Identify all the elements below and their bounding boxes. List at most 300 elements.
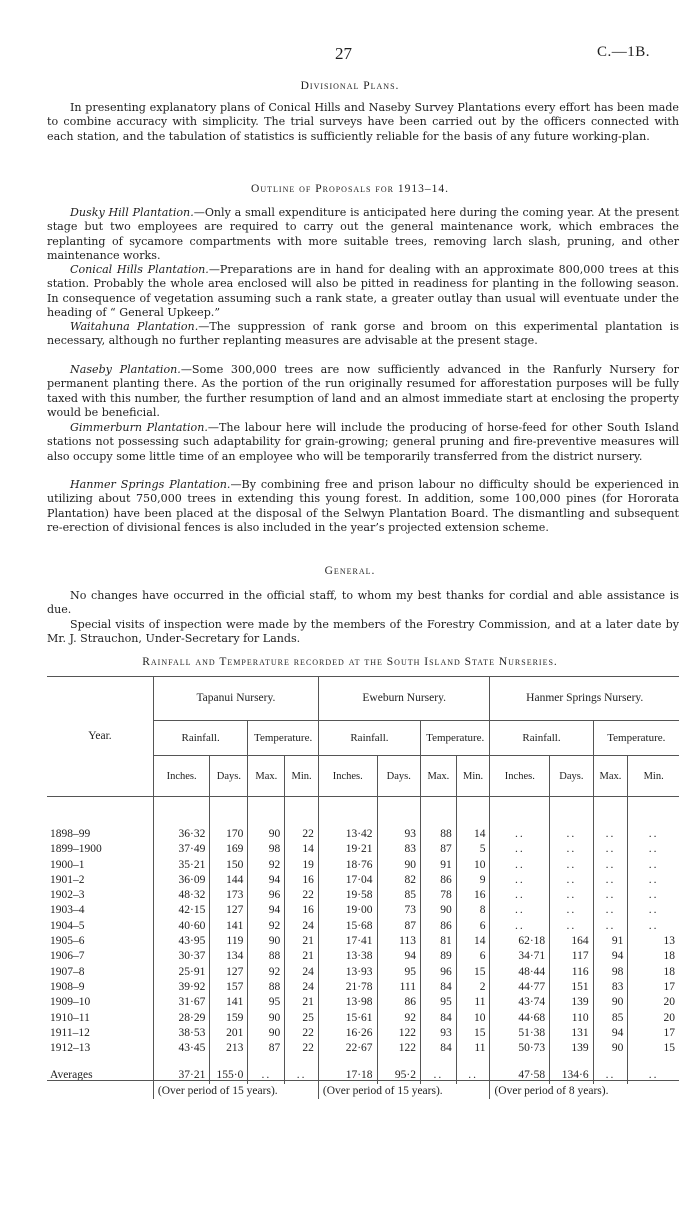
- value-cell: 86: [420, 873, 456, 888]
- value-cell: 94: [377, 949, 420, 964]
- spacer-cell: [153, 1056, 209, 1068]
- value-cell: 51·38: [490, 1026, 550, 1041]
- value-cell: ..: [628, 827, 679, 842]
- value-cell: 15·61: [318, 1011, 377, 1026]
- value-cell: 201: [210, 1026, 248, 1041]
- table-row: [47, 949, 679, 964]
- table-row: [47, 842, 679, 857]
- table-row: [47, 1011, 679, 1026]
- value-cell: 20: [628, 995, 679, 1010]
- value-cell: 144: [210, 873, 248, 888]
- value-cell: 18·76: [318, 858, 377, 873]
- value-cell: 85: [593, 1011, 628, 1026]
- value-cell: 90: [593, 995, 628, 1010]
- spacer-cell: [628, 797, 679, 828]
- value-cell: 81: [420, 934, 456, 949]
- value-cell: ..: [628, 858, 679, 873]
- value-cell: 94: [248, 903, 285, 918]
- spacer-row: [47, 797, 679, 828]
- value-cell: 117: [550, 949, 593, 964]
- value-cell: 134: [210, 949, 248, 964]
- value-cell: 15: [628, 1041, 679, 1056]
- document-reference: C.—1B.: [597, 44, 651, 60]
- value-cell: 25: [285, 1011, 319, 1026]
- spacer-cell: [628, 1056, 679, 1068]
- spacer-cell: [593, 1056, 628, 1068]
- average-period-note: (Over period of 8 years).: [490, 1084, 679, 1099]
- value-cell: 95: [377, 965, 420, 980]
- page-number: 27: [335, 44, 352, 63]
- spacer-cell: [210, 797, 248, 828]
- value-cell: 83: [593, 980, 628, 995]
- outline-heading: Outline of Proposals for 1913–14.: [251, 183, 449, 195]
- year-cell: 1905–6: [50, 935, 85, 948]
- value-cell: 141: [210, 919, 248, 934]
- table-row: [47, 980, 679, 995]
- value-cell: 16: [456, 888, 490, 903]
- item-text: —The labour here will include the producing of horse-feed for other South Island stations not possessing such adaptability for grain-growing; general pruning and fire-preventive measures will also occupy some little time of an employee who will be temporarily transferred from the district nursery.: [47, 421, 679, 463]
- average-cell: ..: [456, 1068, 490, 1083]
- value-cell: 94: [593, 1026, 628, 1041]
- value-cell: 22: [285, 888, 319, 903]
- value-cell: 73: [377, 903, 420, 918]
- value-cell: 92: [248, 919, 285, 934]
- table-row: [47, 919, 679, 934]
- rainfall-header: Rainfall.: [318, 721, 420, 756]
- value-cell: 22: [285, 827, 319, 842]
- average-cell: ..: [248, 1068, 285, 1083]
- value-cell: 169: [210, 842, 248, 857]
- value-cell: ..: [593, 903, 628, 918]
- nursery-header-eweburn: Eweburn Nursery.: [318, 676, 490, 721]
- year-cell: 1903–4: [50, 904, 85, 917]
- days-header: Days.: [210, 756, 248, 797]
- value-cell: 17: [628, 1026, 679, 1041]
- value-cell: 34·71: [490, 949, 550, 964]
- days-header: Days.: [377, 756, 420, 797]
- value-cell: 48·44: [490, 965, 550, 980]
- value-cell: 10: [456, 1011, 490, 1026]
- value-cell: 22: [285, 1026, 319, 1041]
- value-cell: 28·29: [153, 1011, 209, 1026]
- spacer-cell: [47, 1084, 153, 1099]
- value-cell: 21: [285, 949, 319, 964]
- inches-header: Inches.: [153, 756, 209, 797]
- year-cell: 1906–7: [50, 950, 85, 963]
- value-cell: ..: [550, 858, 593, 873]
- value-cell: ..: [628, 873, 679, 888]
- year-cell: 1898–99: [50, 828, 91, 840]
- value-cell: 14: [456, 827, 490, 842]
- spacer-cell: [318, 1056, 377, 1068]
- average-cell: ..: [593, 1068, 628, 1083]
- divisional-plans-paragraph: In presenting explanatory plans of Conical Hills and Naseby Survey Plantations every effort has been made to combine accuracy with simplicity. The trial surveys have been carried out by the officers connected with each station, and the tabulation of statistics is sufficiently reliable for the basis of any future working-plan.: [47, 101, 679, 143]
- value-cell: ..: [550, 827, 593, 842]
- value-cell: 24: [285, 980, 319, 995]
- value-cell: 18: [628, 965, 679, 980]
- value-cell: 38·53: [153, 1026, 209, 1041]
- value-cell: 86: [420, 919, 456, 934]
- item-text: —Only a small expenditure is anticipated here during the coming year. At the present stage but two employees are required to carry out the general maintenance work, which embraces the replanting of sycamore compartments with more suitable trees, removing larch slash, pruning, and other maintenance works.: [47, 206, 679, 262]
- nursery-header-tapanui: Tapanui Nursery.: [153, 676, 318, 721]
- value-cell: 17·41: [318, 934, 377, 949]
- year-cell: 1901–2: [50, 873, 85, 886]
- value-cell: 10: [456, 858, 490, 873]
- spacer-cell: [550, 1056, 593, 1068]
- table-row: [47, 873, 679, 888]
- spacer-cell: [210, 1056, 248, 1068]
- value-cell: 42·15: [153, 903, 209, 918]
- value-cell: 17: [628, 980, 679, 995]
- value-cell: 31·67: [153, 995, 209, 1010]
- value-cell: 19·00: [318, 903, 377, 918]
- value-cell: 98: [593, 965, 628, 980]
- value-cell: 62·18: [490, 934, 550, 949]
- value-cell: ..: [628, 888, 679, 903]
- value-cell: 14: [285, 842, 319, 857]
- value-cell: ..: [550, 919, 593, 934]
- value-cell: ..: [490, 888, 550, 903]
- value-cell: 20: [628, 1011, 679, 1026]
- item-title: Conical Hills Plantation.: [70, 263, 209, 276]
- value-cell: 92: [248, 965, 285, 980]
- average-cell: ..: [420, 1068, 456, 1083]
- value-cell: 21: [285, 995, 319, 1010]
- value-cell: 139: [550, 1041, 593, 1056]
- value-cell: 6: [456, 919, 490, 934]
- value-cell: 36·09: [153, 873, 209, 888]
- spacer-cell: [490, 1056, 550, 1068]
- average-cell: 134·6: [550, 1068, 593, 1083]
- value-cell: 13·42: [318, 827, 377, 842]
- table-bottom-rule: [47, 1080, 679, 1081]
- table-row: [47, 858, 679, 873]
- outline-item-dusky-hill: [47, 206, 679, 263]
- item-text: —Preparations are in hand for dealing with an approximate 800,000 trees at this station. Probably the whole area enclosed will also be pitted in readiness for planting in the following season. In consequence of vegetation assuming such a rank state, a greater outlay than usual will eventuate under the heading of “ General Upkeep.”: [47, 263, 679, 319]
- value-cell: 170: [210, 827, 248, 842]
- gap-row: [47, 1056, 679, 1068]
- value-cell: 15: [456, 965, 490, 980]
- value-cell: 113: [377, 934, 420, 949]
- value-cell: 150: [210, 858, 248, 873]
- year-cell: 1909–10: [50, 996, 91, 1009]
- value-cell: 13·98: [318, 995, 377, 1010]
- table-row: [47, 1041, 679, 1056]
- value-cell: 19·21: [318, 842, 377, 857]
- value-cell: 87: [420, 842, 456, 857]
- value-cell: 84: [420, 1011, 456, 1026]
- value-cell: 86: [377, 995, 420, 1010]
- value-cell: 39·92: [153, 980, 209, 995]
- value-cell: 24: [285, 919, 319, 934]
- spacer-cell: [377, 1056, 420, 1068]
- value-cell: 92: [377, 1011, 420, 1026]
- value-cell: 8: [456, 903, 490, 918]
- item-text: —By combining free and prison labour no difficulty should be experienced in utilizing about 750,000 trees in extending this young forest. In addition, some 100,000 pines (for Hororata Plantation) have been placed at the disposal of the Selwyn Plantation Board. The dismantling and subsequent re-erection of divisional fences is also included in the year’s projected extension scheme.: [47, 478, 679, 534]
- value-cell: ..: [593, 842, 628, 857]
- item-text: —Some 300,000 trees are now sufficiently advanced in the Ranfurly Nursery for permanent planting there. As the portion of the run originally resumed for afforestation purposes will be fully taxed with this number, the further resumption of land and an almost immediate start at enclosing the property would be beneficial.: [47, 363, 679, 419]
- spacer-cell: [153, 797, 209, 828]
- max-header: Max.: [593, 756, 628, 797]
- value-cell: 16·26: [318, 1026, 377, 1041]
- value-cell: 19·58: [318, 888, 377, 903]
- value-cell: 91: [420, 858, 456, 873]
- value-cell: 159: [210, 1011, 248, 1026]
- spacer-cell: [490, 797, 550, 828]
- value-cell: 36·32: [153, 827, 209, 842]
- outline-item-hanmer-springs: [47, 478, 679, 535]
- value-cell: 87: [377, 919, 420, 934]
- value-cell: 19: [285, 858, 319, 873]
- value-cell: ..: [550, 842, 593, 857]
- year-cell: 1908–9: [50, 980, 85, 993]
- value-cell: 96: [248, 888, 285, 903]
- value-cell: ..: [490, 827, 550, 842]
- year-cell: 1900–1: [50, 858, 85, 871]
- value-cell: ..: [593, 873, 628, 888]
- value-cell: 94: [593, 949, 628, 964]
- value-cell: 89: [420, 949, 456, 964]
- value-cell: ..: [593, 888, 628, 903]
- value-cell: 90: [593, 1041, 628, 1056]
- temperature-header: Temperature.: [420, 721, 489, 756]
- item-title: Dusky Hill Plantation.: [70, 206, 194, 219]
- value-cell: 37·49: [153, 842, 209, 857]
- period-row: [47, 1084, 679, 1099]
- spacer-cell: [47, 1056, 153, 1068]
- value-cell: 139: [550, 995, 593, 1010]
- item-title: Naseby Plantation.: [70, 363, 181, 376]
- value-cell: 11: [456, 995, 490, 1010]
- min-header: Min.: [628, 756, 679, 797]
- value-cell: 16: [285, 873, 319, 888]
- value-cell: ..: [628, 919, 679, 934]
- min-header: Min.: [456, 756, 490, 797]
- value-cell: 93: [377, 827, 420, 842]
- table-row: [47, 995, 679, 1010]
- average-period-note: (Over period of 15 years).: [318, 1084, 490, 1099]
- max-header: Max.: [248, 756, 285, 797]
- spacer-cell: [285, 797, 319, 828]
- value-cell: 88: [248, 949, 285, 964]
- value-cell: 78: [420, 888, 456, 903]
- value-cell: 110: [550, 1011, 593, 1026]
- value-cell: ..: [490, 858, 550, 873]
- value-cell: 88: [248, 980, 285, 995]
- general-paragraph-staff: No changes have occurred in the official staff, to whom my best thanks for cordial and able assistance is due.: [47, 589, 679, 617]
- value-cell: ..: [628, 842, 679, 857]
- spacer-cell: [47, 797, 153, 828]
- table-title: Rainfall and Temperature recorded at the South Island State Nurseries.: [142, 656, 558, 668]
- value-cell: 43·74: [490, 995, 550, 1010]
- value-cell: 90: [420, 903, 456, 918]
- value-cell: 122: [377, 1041, 420, 1056]
- value-cell: 5: [456, 842, 490, 857]
- item-title: Hanmer Springs Plantation.: [70, 478, 231, 491]
- value-cell: 116: [550, 965, 593, 980]
- outline-item-conical-hills: [47, 263, 679, 320]
- spacer-cell: [550, 797, 593, 828]
- value-cell: 21: [285, 934, 319, 949]
- value-cell: 22·67: [318, 1041, 377, 1056]
- value-cell: 90: [377, 858, 420, 873]
- value-cell: 93: [420, 1026, 456, 1041]
- value-cell: 90: [248, 934, 285, 949]
- average-period-note: (Over period of 15 years).: [153, 1084, 318, 1099]
- value-cell: 11: [456, 1041, 490, 1056]
- value-cell: ..: [628, 903, 679, 918]
- rainfall-header: Rainfall.: [490, 721, 593, 756]
- nursery-header-hanmer: Hanmer Springs Nursery.: [490, 676, 679, 721]
- year-header: Year.: [47, 676, 153, 797]
- spacer-cell: [318, 797, 377, 828]
- general-paragraph-inspection: Special visits of inspection were made by the members of the Forestry Commission, and at a later date by Mr. J. Strauchon, Under-Secretary for Lands.: [47, 618, 679, 646]
- value-cell: 90: [248, 1026, 285, 1041]
- average-cell: 37·21: [153, 1068, 209, 1083]
- value-cell: 15·68: [318, 919, 377, 934]
- spacer-cell: [456, 1056, 490, 1068]
- value-cell: 30·37: [153, 949, 209, 964]
- rainfall-header: Rainfall.: [153, 721, 247, 756]
- value-cell: 88: [420, 827, 456, 842]
- table-row: [47, 934, 679, 949]
- value-cell: 164: [550, 934, 593, 949]
- value-cell: 13: [628, 934, 679, 949]
- spacer-cell: [377, 797, 420, 828]
- value-cell: 173: [210, 888, 248, 903]
- value-cell: ..: [490, 842, 550, 857]
- value-cell: ..: [490, 903, 550, 918]
- spacer-cell: [248, 797, 285, 828]
- value-cell: 83: [377, 842, 420, 857]
- value-cell: 122: [377, 1026, 420, 1041]
- value-cell: 50·73: [490, 1041, 550, 1056]
- value-cell: 18: [628, 949, 679, 964]
- value-cell: 43·95: [153, 934, 209, 949]
- year-cell: 1907–8: [50, 965, 85, 978]
- spacer-cell: [285, 1056, 319, 1068]
- year-cell: 1899–1900: [50, 843, 102, 856]
- value-cell: 44·68: [490, 1011, 550, 1026]
- item-title: Waitahuna Plantation.: [70, 320, 199, 333]
- value-cell: 84: [420, 1041, 456, 1056]
- average-cell: 17·18: [318, 1068, 377, 1083]
- value-cell: 48·32: [153, 888, 209, 903]
- value-cell: 40·60: [153, 919, 209, 934]
- year-cell: 1912–13: [50, 1042, 91, 1055]
- spacer-cell: [593, 797, 628, 828]
- value-cell: 21·78: [318, 980, 377, 995]
- value-cell: 16: [285, 903, 319, 918]
- value-cell: 17·04: [318, 873, 377, 888]
- value-cell: 91: [593, 934, 628, 949]
- min-header: Min.: [285, 756, 319, 797]
- value-cell: 13·38: [318, 949, 377, 964]
- value-cell: 13·93: [318, 965, 377, 980]
- value-cell: 43·45: [153, 1041, 209, 1056]
- average-cell: 47·58: [490, 1068, 550, 1083]
- value-cell: 111: [377, 980, 420, 995]
- value-cell: 24: [285, 965, 319, 980]
- value-cell: 92: [248, 858, 285, 873]
- average-cell: ..: [628, 1068, 679, 1083]
- inches-header: Inches.: [490, 756, 550, 797]
- value-cell: 127: [210, 965, 248, 980]
- value-cell: 96: [420, 965, 456, 980]
- value-cell: 98: [248, 842, 285, 857]
- outline-item-waitahuna: [47, 320, 679, 349]
- value-cell: 84: [420, 980, 456, 995]
- value-cell: 90: [248, 827, 285, 842]
- value-cell: 6: [456, 949, 490, 964]
- temperature-header: Temperature.: [593, 721, 679, 756]
- value-cell: 213: [210, 1041, 248, 1056]
- value-cell: 141: [210, 995, 248, 1010]
- spacer-cell: [420, 1056, 456, 1068]
- value-cell: ..: [550, 888, 593, 903]
- value-cell: 85: [377, 888, 420, 903]
- average-cell: 155·0: [210, 1068, 248, 1083]
- value-cell: 151: [550, 980, 593, 995]
- divisional-plans-heading: Divisional Plans.: [300, 80, 400, 92]
- item-text: —The suppression of rank gorse and broom on this experimental plantation is necessary, although no further replanting measures are advisable at the present stage.: [47, 320, 679, 348]
- days-header: Days.: [550, 756, 593, 797]
- value-cell: 15: [456, 1026, 490, 1041]
- averages-row: [47, 1068, 679, 1083]
- temperature-header: Temperature.: [248, 721, 319, 756]
- table-row: [47, 827, 679, 842]
- value-cell: 87: [248, 1041, 285, 1056]
- value-cell: 25·91: [153, 965, 209, 980]
- value-cell: 95: [248, 995, 285, 1010]
- value-cell: ..: [593, 827, 628, 842]
- year-cell: 1910–11: [50, 1011, 90, 1024]
- year-cell: 1911–12: [50, 1026, 90, 1039]
- averages-label: Averages: [50, 1069, 93, 1082]
- spacer-cell: [420, 797, 456, 828]
- average-cell: ..: [285, 1068, 319, 1083]
- table-row: [47, 888, 679, 903]
- item-title: Gimmerburn Plantation.: [70, 421, 208, 434]
- table-row: [47, 903, 679, 918]
- value-cell: 119: [210, 934, 248, 949]
- spacer-cell: [248, 1056, 285, 1068]
- value-cell: ..: [593, 858, 628, 873]
- value-cell: 44·77: [490, 980, 550, 995]
- spacer-cell: [456, 797, 490, 828]
- value-cell: 35·21: [153, 858, 209, 873]
- value-cell: 95: [420, 995, 456, 1010]
- average-cell: 95·2: [377, 1068, 420, 1083]
- value-cell: ..: [550, 903, 593, 918]
- value-cell: 131: [550, 1026, 593, 1041]
- rainfall-temperature-table: [47, 676, 679, 1099]
- year-cell: 1902–3: [50, 889, 85, 902]
- outline-item-gimmerburn: [47, 421, 679, 464]
- value-cell: 9: [456, 873, 490, 888]
- value-cell: 22: [285, 1041, 319, 1056]
- value-cell: ..: [490, 873, 550, 888]
- table-row: [47, 1026, 679, 1041]
- general-heading: General.: [324, 565, 376, 577]
- inches-header: Inches.: [318, 756, 377, 797]
- value-cell: 157: [210, 980, 248, 995]
- value-cell: ..: [593, 919, 628, 934]
- value-cell: 94: [248, 873, 285, 888]
- value-cell: 2: [456, 980, 490, 995]
- outline-item-naseby: [47, 363, 679, 420]
- value-cell: ..: [550, 873, 593, 888]
